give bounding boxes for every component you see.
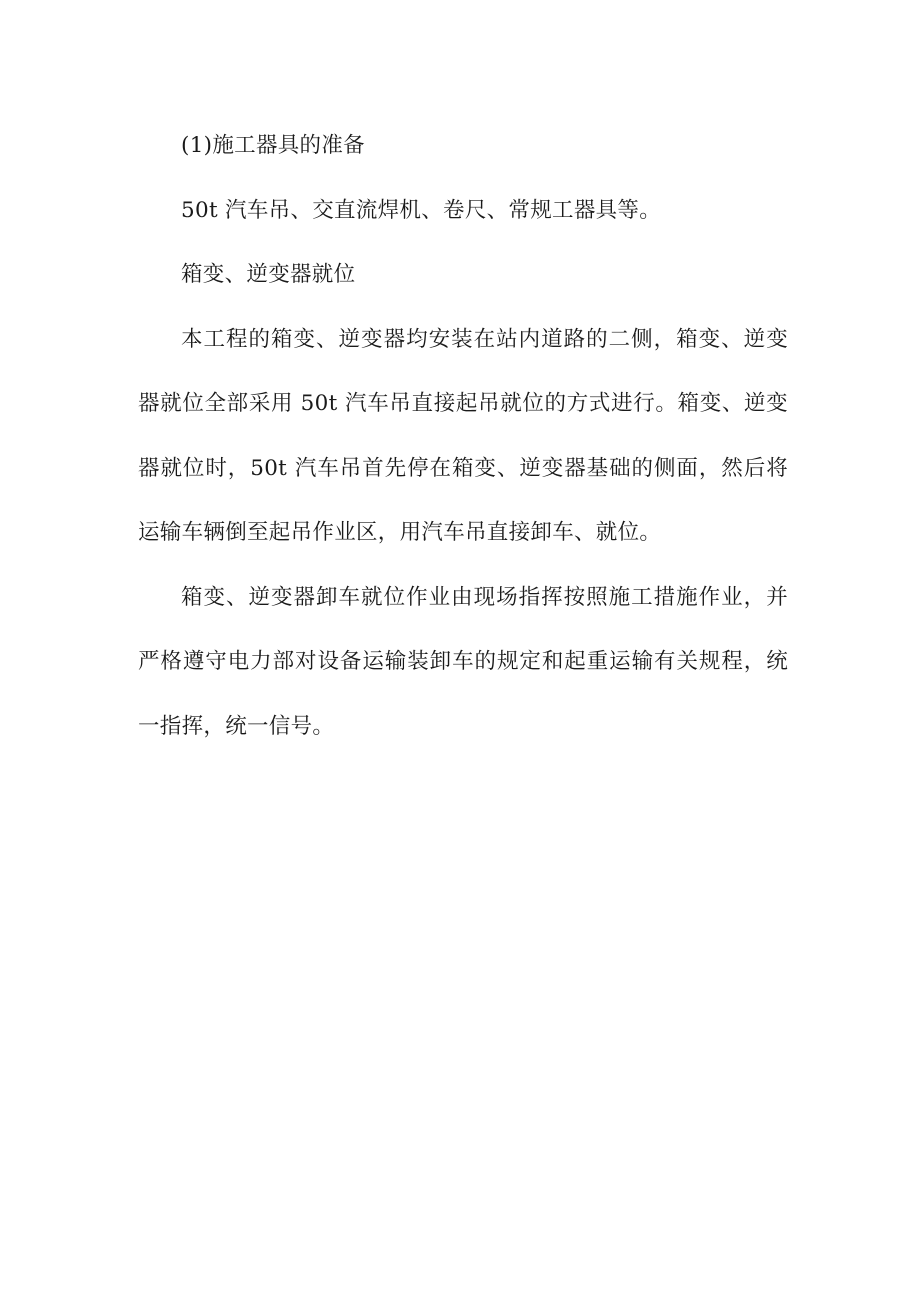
paragraph-positioning-heading: 箱变、逆变器就位 bbox=[181, 262, 356, 287]
document-body bbox=[138, 114, 788, 759]
paragraph-tools-heading: (1)施工器具的准备 bbox=[181, 133, 365, 158]
paragraph-unloading-rules: 箱变、逆变器卸车就位作业由现场指挥按照施工措施作业，并严格遵守电力部对设备运输装卸车的规定和起重运输有关规程，统一指挥，统一信号。 bbox=[138, 584, 788, 739]
paragraph-tools-list: 50t 汽车吊、交直流焊机、卷尺、常规工器具等。 bbox=[181, 197, 662, 223]
paragraph-positioning-method: 本工程的箱变、逆变器均安装在站内道路的二侧，箱变、逆变器就位全部采用 50t 汽车吊直接起吊就位的方式进行。箱变、逆变器就位时，50t 汽车吊首先停在箱变、逆变器基础的侧面，然后将运输车辆倒至起吊作业区，用汽车吊直接卸车、就位。 bbox=[138, 326, 788, 545]
